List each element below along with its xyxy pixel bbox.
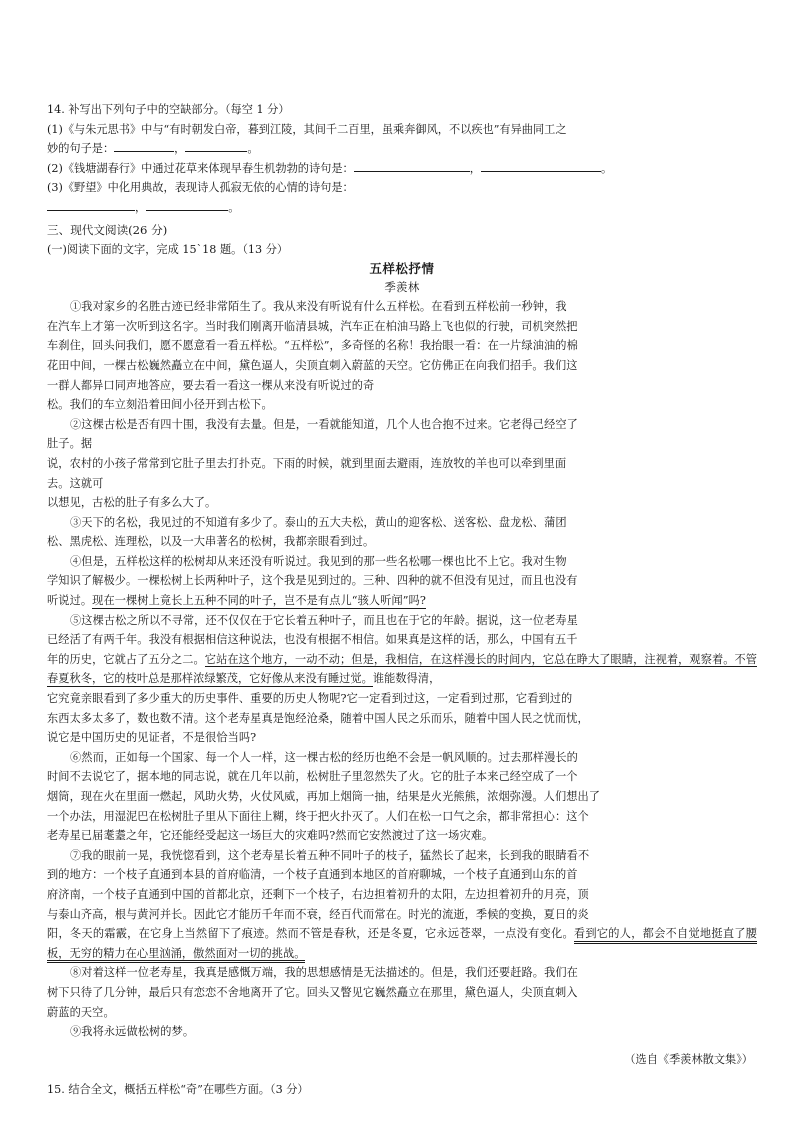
article-author: 季羨林 bbox=[384, 280, 420, 295]
paragraph-line: 说，农村的小孩子常常到它肚子里去打扑克。下雨的时候，就到里面去避雨，连放牧的羊也可以牵到里面 bbox=[47, 456, 567, 470]
paragraph-line: 肚子。据 bbox=[47, 437, 93, 451]
paragraph-underlined-block bbox=[47, 650, 757, 689]
item-1-number: (1) bbox=[47, 122, 63, 136]
paragraph-line: 以想见，古松的肚子有多么大了。 bbox=[47, 496, 217, 510]
article-paragraph-9 bbox=[47, 1022, 757, 1042]
article-paragraph-6 bbox=[47, 748, 757, 846]
answer-blank[interactable] bbox=[146, 198, 228, 211]
paragraph-line: 老寿星已届耄耋之年，它还能经受起这一场巨大的灾难吗?然而它安然渡过了这一场灾难。 bbox=[47, 829, 494, 843]
paragraph-line: ⑦我的眼前一晃，我恍惚看到，这个老寿星长着五种不同叶子的枝子，猛然长了起来，长到我的眼睛看不 bbox=[70, 848, 590, 862]
section-3-heading: 三、现代文阅读(26 分) bbox=[47, 222, 168, 237]
article-paragraph-8 bbox=[47, 963, 757, 1022]
paragraph-line: 它究竟亲眼看到了多少重大的历史事件、重要的历史人物呢?它一定看到过这，一定看到过那，它看到过的 bbox=[47, 692, 573, 706]
blank-separator: ， bbox=[174, 142, 186, 156]
paragraph-line: 说它是中国历史的见证者，不是很恰当吗? bbox=[47, 731, 257, 745]
article-paragraph-1 bbox=[47, 297, 757, 415]
item-1-text: 《与朱元思书》中与“有时朝发白帝，暮到江陵，其间千二百里，虽乘奔御风，不以疾也”有异曲同工之 bbox=[62, 122, 567, 136]
item-2-text: 《钱塘湖春行》中通过花草来体现早春生机勃勃的诗句是： bbox=[62, 161, 354, 175]
blank-terminator: 。 bbox=[228, 200, 240, 214]
paragraph-line: ⑥然而，正如每一个国家、每一个人一样，这一棵古松的经历也绝不会是一帆风顺的。过去那样漫长的 bbox=[70, 750, 578, 764]
paragraph-line: 与泰山齐高，根与黄河并长。因此它才能历千年而不衰，经百代而常在。时光的流逝，季候的变换，夏日的炎 bbox=[47, 907, 589, 921]
paragraph-double-underlined-block bbox=[47, 924, 757, 963]
paragraph-text: 谁能数得清， bbox=[372, 672, 441, 686]
paragraph-line: ⑤这棵古松之所以不寻常，还不仅仅在于它长着五种叶子，而且也在于它的年龄。据说，这一位老寿星 bbox=[70, 613, 578, 627]
paragraph-line: 松。我们的车立刻沿着田间小径开到古松下。 bbox=[47, 398, 273, 412]
question-14-item-1-line-2 bbox=[47, 139, 757, 159]
paragraph-line: 一群人都异口同声地答应，要去看一看这一棵从来没有听说过的奇 bbox=[47, 378, 375, 392]
underlined-sentence: 它站在这个地方，一动不动；但是，我相信，在这样漫长的时间内，它总在睁大了眼睛，注视着，观察着。不管春夏秋冬，它的枝叶总是那样浓绿繁茂，它好像从来没有睡过觉。 bbox=[47, 652, 758, 686]
article-paragraph-4 bbox=[47, 552, 757, 611]
paragraph-line: 已经活了有两千年。我没有根据相信这种说法，也没有根据不相信。如果真是这样的话，那么，中国有五千 bbox=[47, 633, 578, 647]
paragraph-line: 车刹住，回头问我们，愿不愿意看一看五样松。“五样松”，多奇怪的名称！我抬眼一看：在一片绿油油的棉 bbox=[47, 339, 578, 353]
paragraph-line: 东西太多太多了，数也数不清。这个老寿星真是饱经沧桑，随着中国人民之乐而乐，随着中国人民之忧而忧， bbox=[47, 711, 589, 725]
paragraph-line: 到的地方：一个枝子直通到本县的首府临清，一个枝子直通到本地区的首府聊城，一个枝子直通到山东的首 bbox=[47, 868, 578, 882]
paragraph-text: 听说过。 bbox=[47, 594, 93, 608]
answer-blank[interactable] bbox=[47, 198, 135, 211]
question-14-block bbox=[47, 100, 757, 218]
paragraph-line: 花田中间，一棵古松巍然矗立在中间，黛色逼人，尖顶直刺入蔚蓝的天空。它仿佛正在向我们招手。我们这 bbox=[47, 358, 578, 372]
answer-blank[interactable] bbox=[114, 139, 174, 152]
item-3-text: 《野望》中化用典故，表现诗人孤寂无依的心情的诗句是： bbox=[62, 181, 354, 195]
question-14-item-3-line-1 bbox=[47, 178, 757, 198]
paragraph-line: ④但是，五样松这样的松树却从来还没有听说过。我见到的那一些名松哪一棵也比不上它。我对生物 bbox=[70, 554, 567, 568]
paragraph-line: 学知识了解极少。一棵松树上长两种叶子，这个我是见到过的。三种、四种的就不但没有见过，而且也没有 bbox=[47, 574, 578, 588]
blank-terminator: 。 bbox=[247, 142, 259, 156]
article-paragraph-3 bbox=[47, 513, 757, 552]
answer-blank[interactable] bbox=[354, 159, 470, 172]
article-paragraph-7 bbox=[47, 846, 757, 964]
article-title: 五样松抒情 bbox=[369, 261, 435, 277]
article-source: （选自《季羨林散文集》） bbox=[624, 1052, 753, 1066]
paragraph-line: 去。这就可 bbox=[47, 476, 104, 490]
paragraph-line: 烟筒，现在火在里面一燃起，风助火势，火仗风威，再加上烟筒一抽，结果是火光熊熊，浓烟弥漫。人们想出了 bbox=[47, 790, 601, 803]
paragraph-line-with-underline bbox=[47, 591, 757, 611]
question-14-stem: 14. 补写出下列句子中的空缺部分。（每空 1 分） bbox=[47, 103, 290, 116]
article-paragraph-2 bbox=[47, 415, 757, 513]
question-14-item-1-line-1 bbox=[47, 120, 757, 140]
paragraph-line: ②这棵古松是否有四十围，我没有去量。但是，一看就能知道，几个人也合抱不过来。它老得己经空了 bbox=[70, 417, 578, 431]
paragraph-line: 树下只待了几分钟，最后只有恋恋不舍地离开了它。回头又瞥见它巍然矗立在那里，黛色逼人，尖顶直刺入 bbox=[47, 985, 578, 999]
paragraph-line: 松、黑虎松、连理松，以及一大串著名的松树，我都亲眼看到过。 bbox=[47, 535, 375, 549]
paragraph-line: 时间不去说它了，据本地的同志说，就在几年以前，松树肚子里忽然失了火。它的肚子本来己经空成了一个 bbox=[47, 770, 578, 784]
question-14-item-3-line-2 bbox=[47, 198, 757, 218]
item-3-number: (3) bbox=[47, 181, 63, 195]
answer-blank[interactable] bbox=[481, 159, 601, 172]
paragraph-line: 蔚蓝的天空。 bbox=[47, 1005, 115, 1019]
double-underlined-sentence: 看到它的人，都会不自觉地挺直了腰板，无穷的精力在心里汹涌，傲然面对一切的挑战。 bbox=[47, 927, 757, 963]
underlined-sentence: 现在一棵树上竟长上五种不同的叶子，岂不是有点儿“骇人听闻”吗? bbox=[92, 594, 426, 608]
section-3-subheading: (一)阅读下面的文字，完成 15`18 题。（13 分） bbox=[47, 242, 289, 256]
paragraph-line: 府济南，一个枝子直通到中国的首都北京，还剩下一个枝子，右边担着初升的太阳，左边担着初升的月亮，顶 bbox=[47, 887, 589, 901]
paragraph-line: ①我对家乡的名胜古迹已经非常陌生了。我从来没有听说有什么五样松。在看到五样松前一秒钟，我 bbox=[70, 300, 567, 314]
blank-separator: ， bbox=[135, 200, 147, 214]
paragraph-line: ⑨我将永远做松树的梦。 bbox=[70, 1025, 195, 1039]
paragraph-line: 一个办法，用湿泥巴在松树肚子里从下面往上糊，终于把火扑灭了。人们在松一口气之余，都非常担心：这个 bbox=[47, 809, 589, 823]
item-2-number: (2) bbox=[47, 161, 63, 175]
answer-blank[interactable] bbox=[185, 139, 247, 152]
paragraph-line: 在汽车上才第一次听到这名字。当时我们刚离开临清县城，汽车正在柏油马路上飞也似的行驶，司机突然把 bbox=[47, 319, 578, 333]
paragraph-line: ⑧对着这样一位老寿星，我真是感慨万端，我的思想感情是无法描述的。但是，我们还要赶路。我们在 bbox=[70, 966, 578, 980]
blank-terminator: 。 bbox=[600, 161, 613, 175]
paragraph-text: 阳，冬天的霜霰，在它身上当然留下了痕迹。然而不管是春秋，还是冬夏，它永远苍翠，一点没有变化。 bbox=[47, 927, 574, 941]
question-14-item-2 bbox=[47, 159, 757, 179]
article-paragraph-5 bbox=[47, 611, 757, 748]
paragraph-line: ③天下的名松，我见过的不知道有多少了。泰山的五大夫松，黄山的迎客松、送客松、盘龙松、蒲团 bbox=[70, 515, 567, 529]
blank-separator: ， bbox=[469, 161, 481, 175]
item-1-text-cont: 妙的句子是： bbox=[47, 142, 115, 156]
paragraph-text: 年的历史，它就占了五分之二。 bbox=[47, 652, 205, 666]
question-15: 15. 结合全文，概括五样松“奇”在哪些方面。（3 分） bbox=[47, 1083, 309, 1097]
